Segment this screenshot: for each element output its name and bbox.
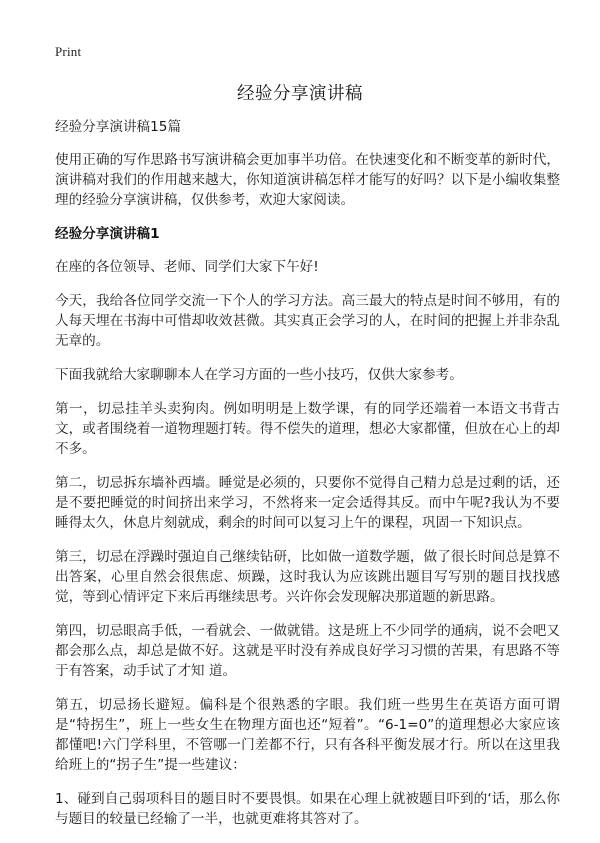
section-heading: 经验分享演讲稿1 <box>55 226 160 242</box>
body-paragraph-intro: 今天，我给各位同学交流一下个人的学习方法。高三最大的特点是时间不够用，有的人每天埋在书海中可惜却收效甚微。其实真正会学习的人，在时间的把握上并非杂乱无章的。 <box>55 293 560 349</box>
body-paragraph-greeting: 在座的各位领导、老师、同学们大家下午好! <box>55 259 319 275</box>
document-title: 经验分享演讲稿 <box>237 84 363 104</box>
body-paragraph-advice-1: 1、碰到自己弱项科目的题目时不要畏惧。如果在心理上就被题目吓到的‘话，那么你与题目的较量已经输了一半，也就更难将其答对了。 <box>55 791 560 827</box>
document-subtitle: 经验分享演讲稿15篇 <box>55 119 182 135</box>
intro-paragraph: 使用正确的写作思路书写演讲稿会更加事半功倍。在快速变化和不断变革的新时代，演讲稿对我们的作用越来越大，你知道演讲稿怎样才能写的好吗？以下是小编收集整理的经验分享演讲稿，仅供参考，欢迎大家阅读。 <box>55 152 560 208</box>
body-paragraph-transition: 下面我就给大家聊聊本人在学习方面的一些小技巧，仅供大家参考。 <box>55 367 463 383</box>
print-label: Print <box>55 44 82 59</box>
body-paragraph-tip-5: 第五，切忌扬长避短。偏科是个很熟悉的字眼。我们班一些男生在英语方面可谓是“特拐生”，班上一些女生在物理方面也还“短着”。“6-1=0”的道理想必大家应该都懂吧!六门学科里，不管哪一门差都不行，只有各科平衡发展才行。所以在这里我给班上的“拐子生”提一些建议： <box>55 697 560 773</box>
body-paragraph-tip-1: 第一，切忌挂羊头卖狗肉。例如明明是上数学课，有的同学还端着一本语文书背古文，或者围绕着一道物理题打转。得不偿失的道理，想必大家都懂，但放在心上的却不多。 <box>55 401 560 457</box>
body-paragraph-tip-2: 第二，切忌拆东墙补西墙。睡觉是必须的，只要你不觉得自己精力总是过剩的话，还是不要把睡觉的时间挤出来学习，不然将来一定会适得其反。而中午呢?我认为不要睡得太久，休息片刻就成，剩余的时间可以复习上午的课程，巩固一下知识点。 <box>55 475 560 531</box>
document-body <box>55 117 560 843</box>
body-paragraph-tip-3: 第三，切忌在浮躁时强迫自己继续钻研，比如做一道数学题，做了很长时间总是算不出答案，心里自然会很焦虑、烦躁，这时我认为应该跳出题目写写别的题目找找感觉，等到心情评定下来后再继续思考。兴许你会发现解决那道题的新思路。 <box>55 549 560 605</box>
body-paragraph-tip-4: 第四，切忌眼高手低，一看就会、一做就错。这是班上不少同学的通病，说不会吧又都会那么点，却总是做不好。这就是平时没有养成良好学习习惯的苦果，有思路不等于有答案，动手试了才知 道。 <box>55 623 560 679</box>
